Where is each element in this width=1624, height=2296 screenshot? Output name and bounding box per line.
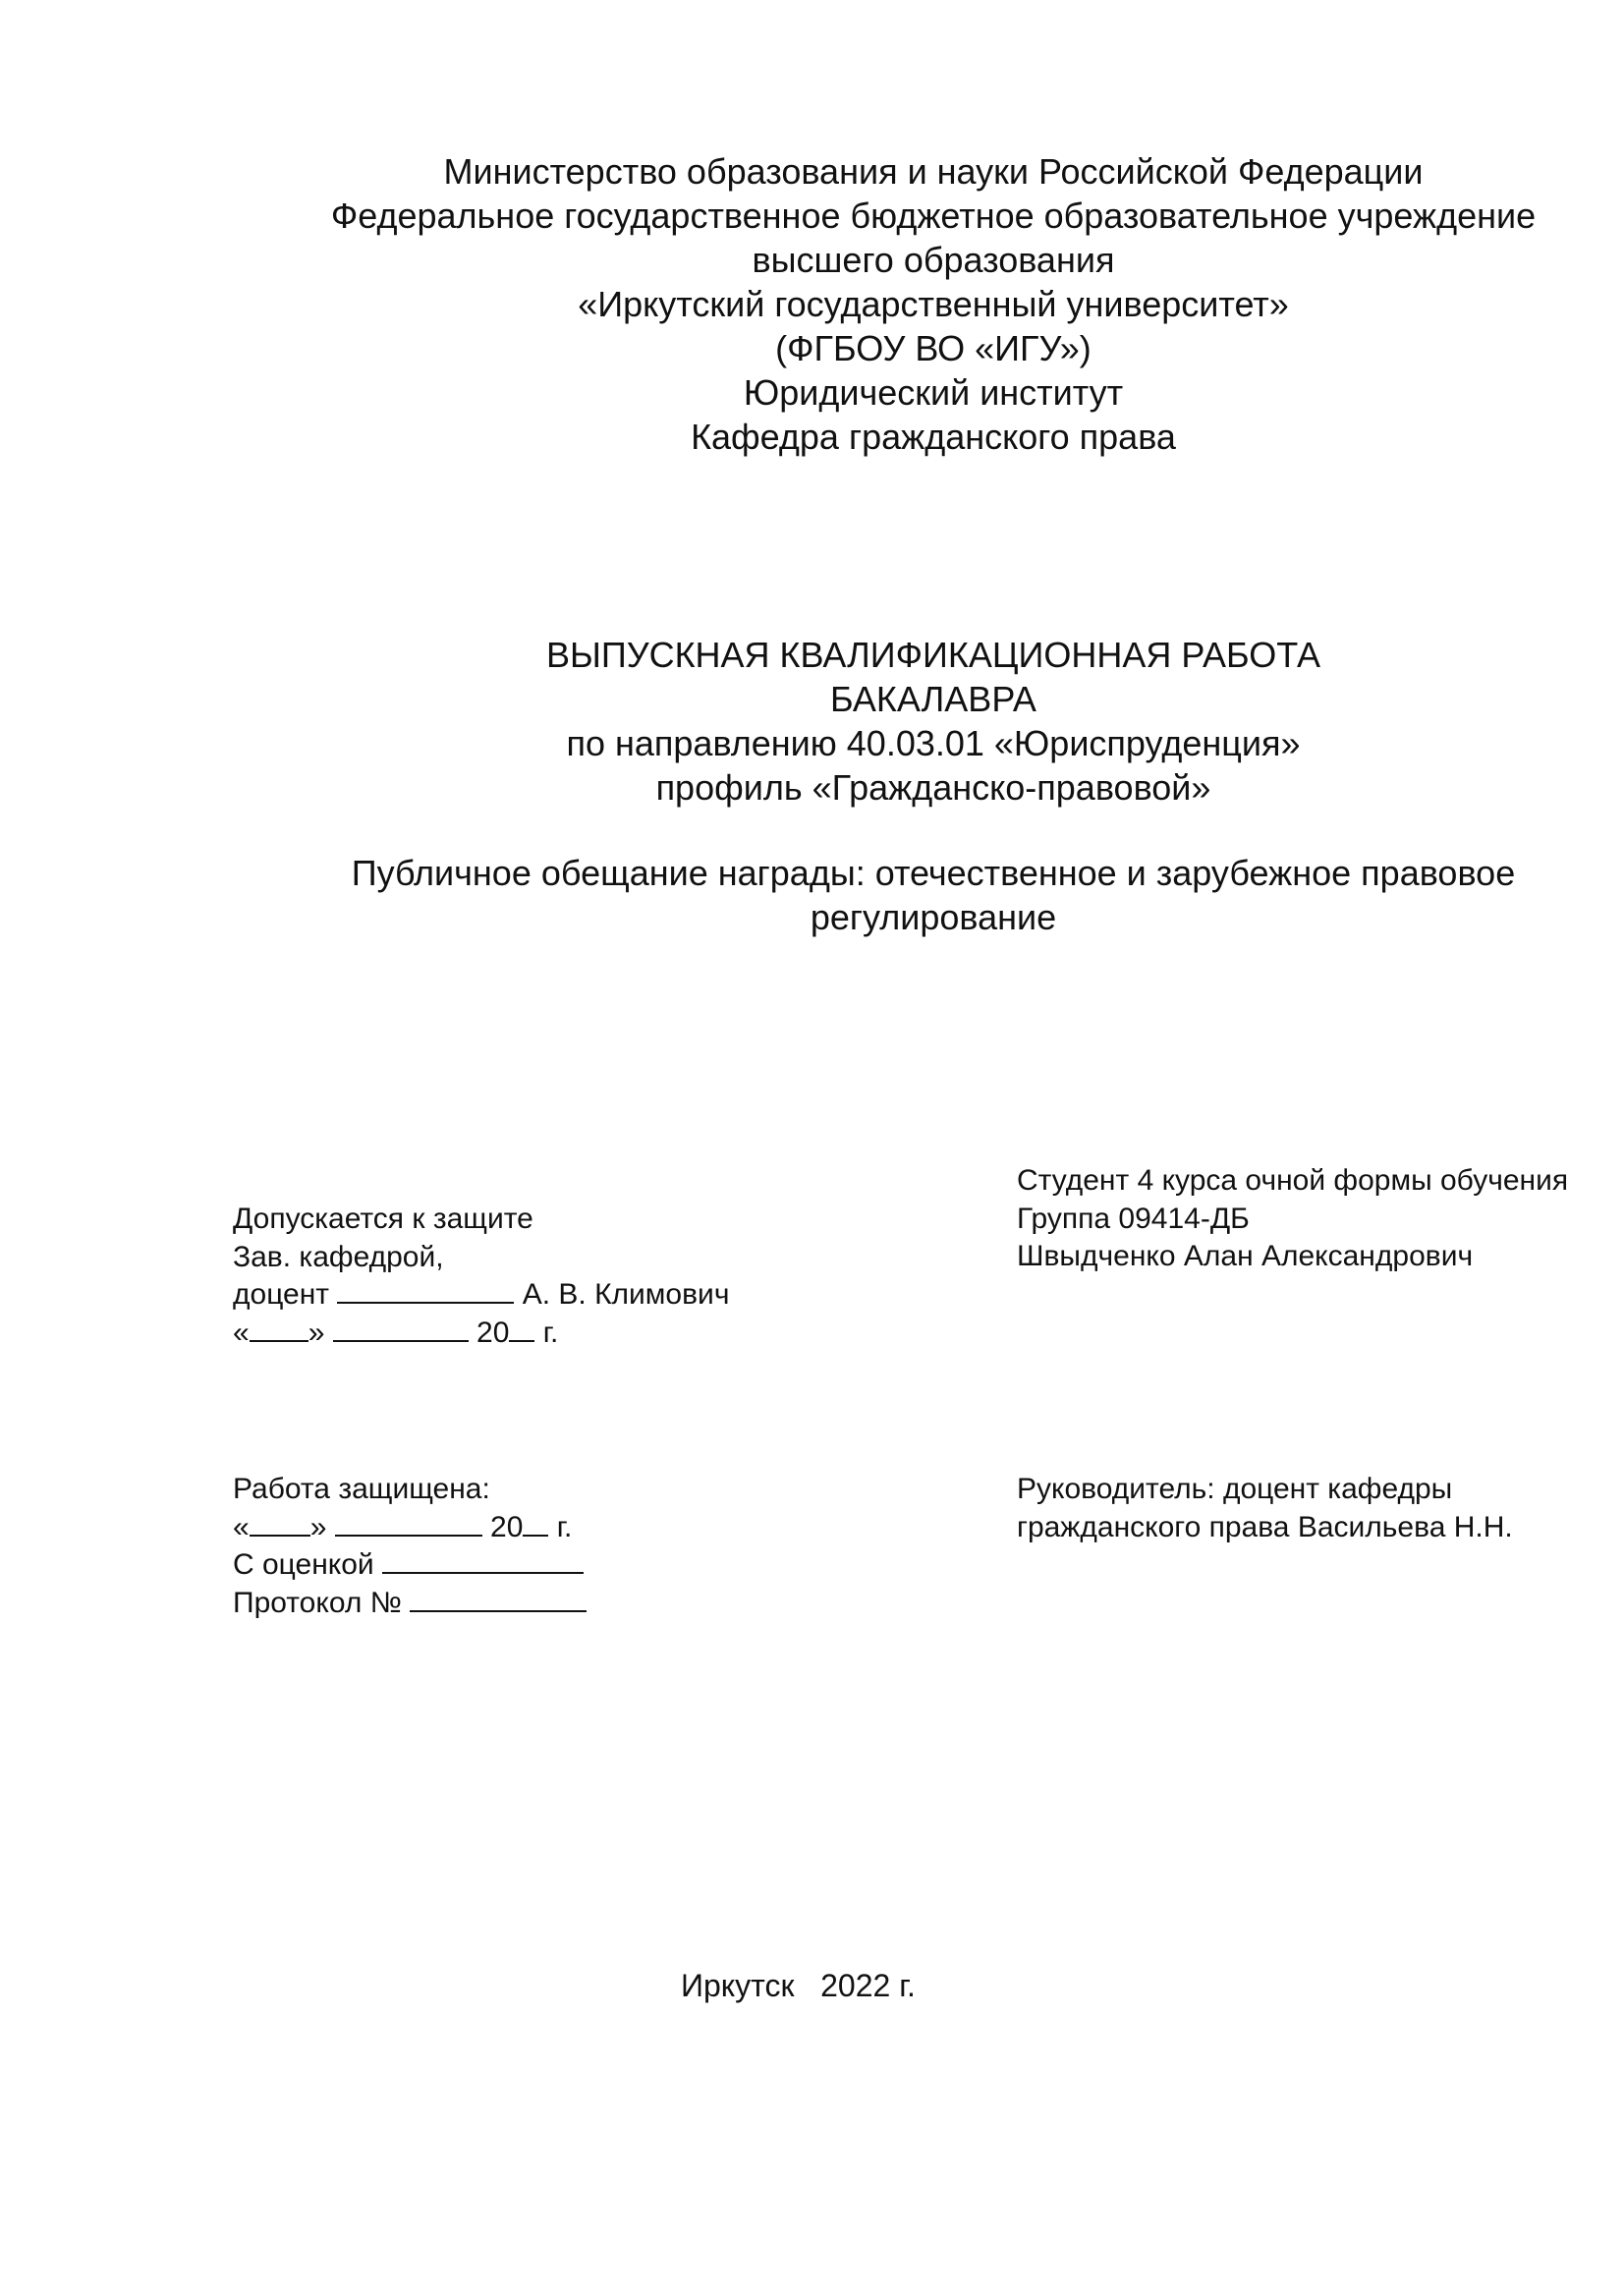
defense-date-line <box>233 1509 587 1547</box>
year-prefix: 20 <box>468 1316 510 1349</box>
protocol-line <box>233 1585 587 1623</box>
profile-line: профиль «Гражданско-правовой» <box>655 767 1211 808</box>
institution-header <box>265 149 1601 459</box>
supervisor-name-line: гражданского права Васильева Н.Н. <box>1017 1510 1513 1543</box>
student-group-line: Группа 09414-ДБ <box>1017 1202 1250 1235</box>
head-of-department-label: Зав. кафедрой, <box>233 1240 444 1273</box>
defended-title: Работа защищена: <box>233 1473 490 1505</box>
grade-blank <box>382 1546 584 1574</box>
docent-label: доцент <box>233 1278 338 1311</box>
quote-close: » <box>308 1316 333 1349</box>
year-suffix: г. <box>534 1316 559 1349</box>
grade-label: С оценкой <box>233 1548 383 1581</box>
admission-title: Допускается к защите <box>233 1203 533 1235</box>
year-suffix: г. <box>548 1510 573 1543</box>
topic-line-1: Публичное обещание награды: отечественное и зарубежное правовое <box>351 853 1516 893</box>
student-name-line: Швыдченко Алан Александрович <box>1017 1240 1474 1272</box>
thesis-topic <box>265 851 1601 939</box>
student-block <box>1017 1162 1568 1276</box>
department-line: Кафедра гражданского права <box>691 417 1176 457</box>
education-level-line: высшего образования <box>752 240 1115 280</box>
grade-line <box>233 1546 587 1585</box>
degree-line: БАКАЛАВРА <box>830 679 1036 719</box>
university-name-line: «Иркутский государственный университет» <box>578 284 1289 324</box>
institute-line: Юридический институт <box>743 372 1124 413</box>
university-abbr-line: (ФГБОУ ВО «ИГУ») <box>775 328 1092 368</box>
ministry-line: Министерство образования и науки Российской Федерации <box>443 151 1424 192</box>
work-type-line: ВЫПУСКНАЯ КВАЛИФИКАЦИОННАЯ РАБОТА <box>545 635 1321 675</box>
quote-open: « <box>233 1316 250 1349</box>
direction-line: по направлению 40.03.01 «Юриспруденция» <box>566 723 1301 763</box>
year-blank <box>509 1315 534 1342</box>
admission-date-line <box>233 1315 729 1353</box>
student-course-line: Студент 4 курса очной формы обучения <box>1017 1164 1569 1197</box>
work-type-block <box>511 633 1356 810</box>
year-prefix: 20 <box>481 1510 524 1543</box>
day-blank <box>250 1509 310 1537</box>
supervisor-title-line: Руководитель: доцент кафедры <box>1017 1473 1453 1505</box>
defense-block <box>233 1471 587 1622</box>
docent-signature-line <box>233 1276 729 1315</box>
protocol-label: Протокол № <box>233 1586 411 1619</box>
docent-name: А. В. Климович <box>514 1278 730 1311</box>
quote-open: « <box>233 1510 250 1543</box>
day-blank <box>250 1315 308 1342</box>
institution-type-line: Федеральное государственное бюджетное образовательное учреждение <box>330 196 1537 236</box>
city-year: Иркутск 2022 г. <box>681 1968 916 2003</box>
admission-block <box>233 1201 729 1352</box>
month-blank <box>333 1315 469 1342</box>
quote-close: » <box>309 1510 335 1543</box>
protocol-blank <box>410 1585 587 1612</box>
supervisor-block <box>1017 1471 1513 1546</box>
year-blank <box>523 1509 548 1537</box>
month-blank <box>335 1509 482 1537</box>
topic-line-2: регулирование <box>810 897 1057 937</box>
signature-blank <box>337 1276 514 1304</box>
